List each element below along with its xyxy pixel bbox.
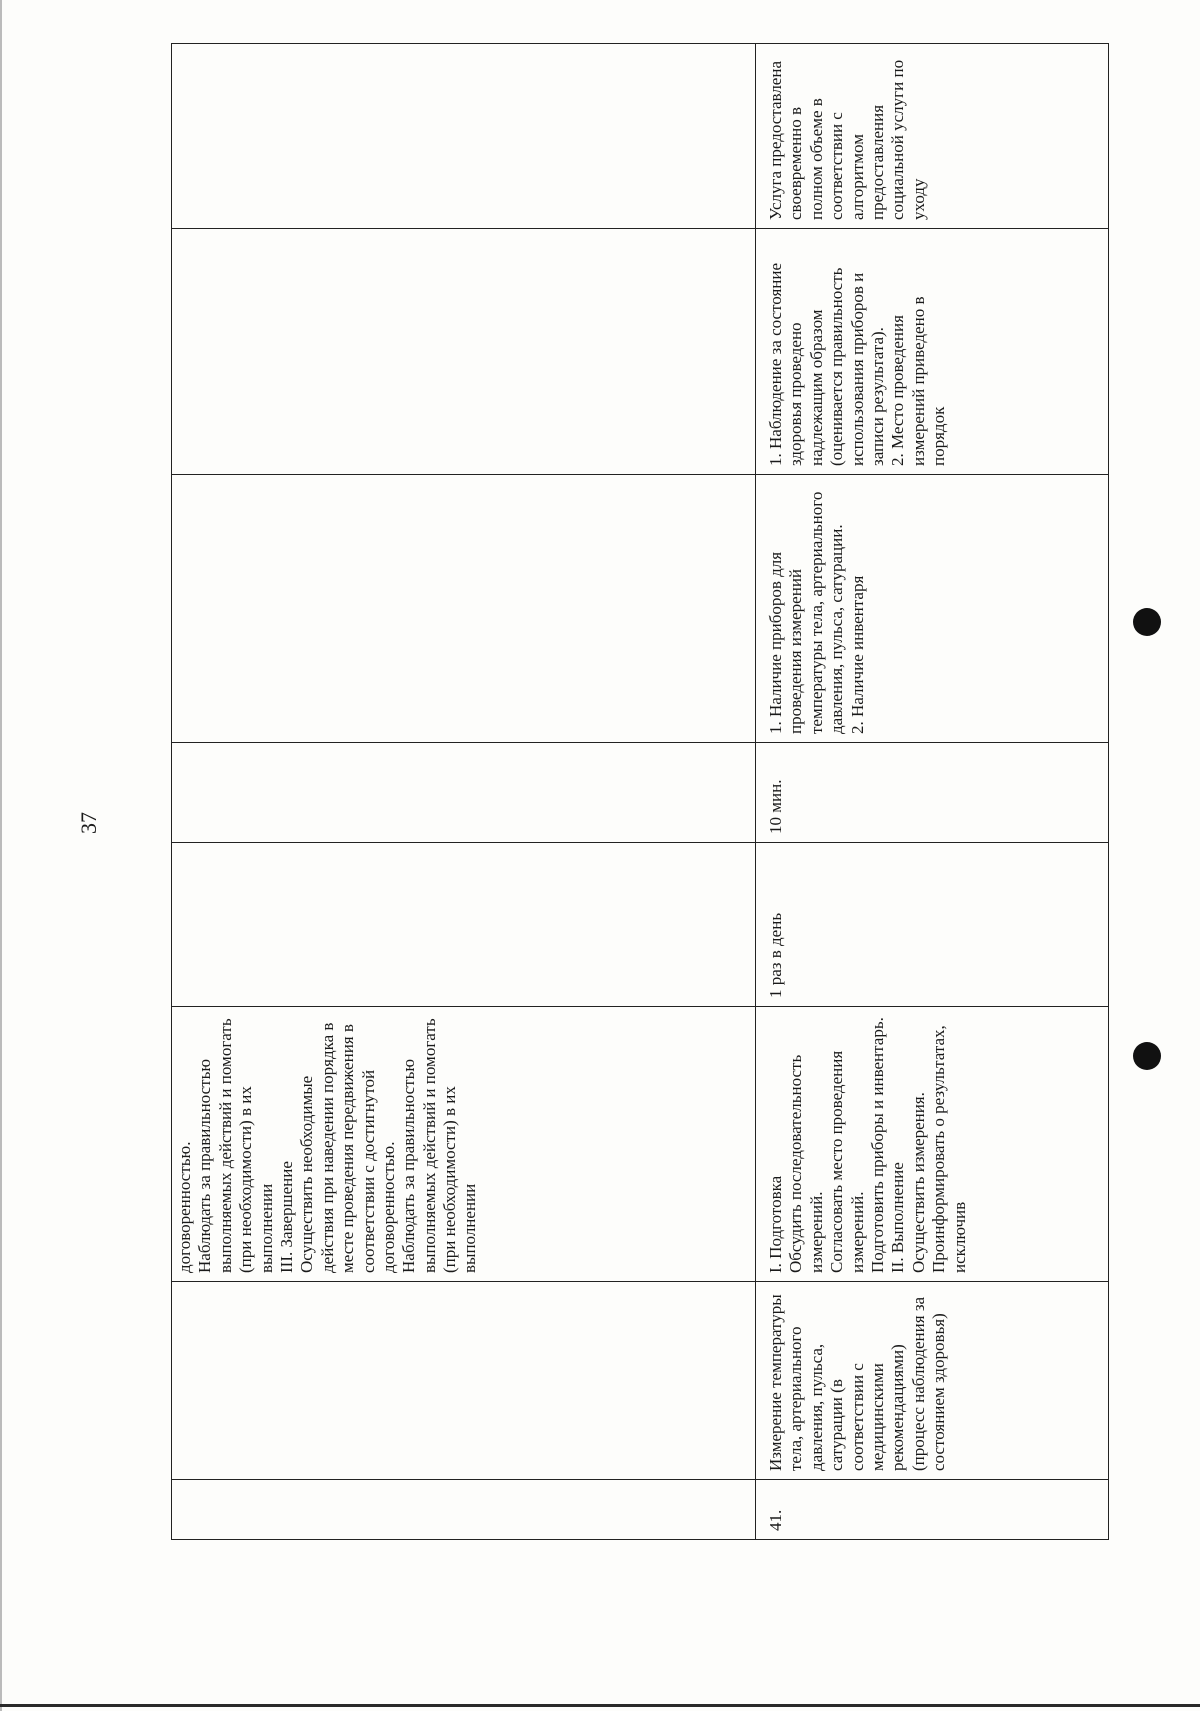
cell-resources <box>172 475 756 743</box>
service-table <box>171 43 1109 1540</box>
scan-edge-bottom <box>0 1704 1200 1707</box>
cell-resources: 1. Наличие приборов для проведения измерений температуры тела, артериального давления, пульса, сатурации. 2. Наличие инвентаря <box>756 475 1109 743</box>
cell-quality <box>172 229 756 475</box>
cell-number <box>172 1480 756 1540</box>
cell-steps: I. Подготовка Обсудить последовательность измерений. Согласовать место проведения измерений. Подготовить приборы и инвентарь. II. Выполнение Осуществить измерения. Проинформировать о результатах, исключив <box>756 1007 1109 1282</box>
cell-frequency <box>172 843 756 1007</box>
page-number: 37 <box>76 812 101 834</box>
cell-steps: договоренностью. Наблюдать за правильностью выполняемых действий и помогать (при необходимости) в их выполнении III. Завершение Осуществить необходимые действия при наведении порядка в месте проведения передвижения в соответствии с достигнутой договоренностью. Наблюдать за правильностью выполняемых действий и помогать (при необходимости) в их выполнении <box>172 1007 756 1282</box>
cell-quality: 1. Наблюдение за состояние здоровья проведено надлежащим образом (оценивается правильность использования приборов и записи результата). 2. Место проведения измерений приведено в порядок <box>756 229 1109 475</box>
cell-result <box>172 44 756 229</box>
table-row-continued <box>172 44 756 1540</box>
cell-frequency: 1 раз в день <box>756 843 1109 1007</box>
cell-result: Услуга предоставлена своевременно в полном объеме в соответствии с алгоритмом предоставления социальной услуги по уходу <box>756 44 1109 229</box>
cell-service <box>172 1282 756 1480</box>
cell-number: 41. <box>756 1480 1109 1540</box>
service-table-wrapper <box>171 44 1108 1540</box>
cell-duration <box>172 743 756 843</box>
scan-edge-left <box>0 0 2 1711</box>
cell-service: Измерение температуры тела, артериального давления, пульса, сатурации (в соответствии с медицинскими рекомендациями) (процесс наблюдения за состоянием здоровья) <box>756 1282 1109 1480</box>
binder-hole-mark <box>1133 608 1161 636</box>
binder-hole-mark <box>1133 1042 1161 1070</box>
cell-duration: 10 мин. <box>756 743 1109 843</box>
table-row-41 <box>756 44 1109 1540</box>
